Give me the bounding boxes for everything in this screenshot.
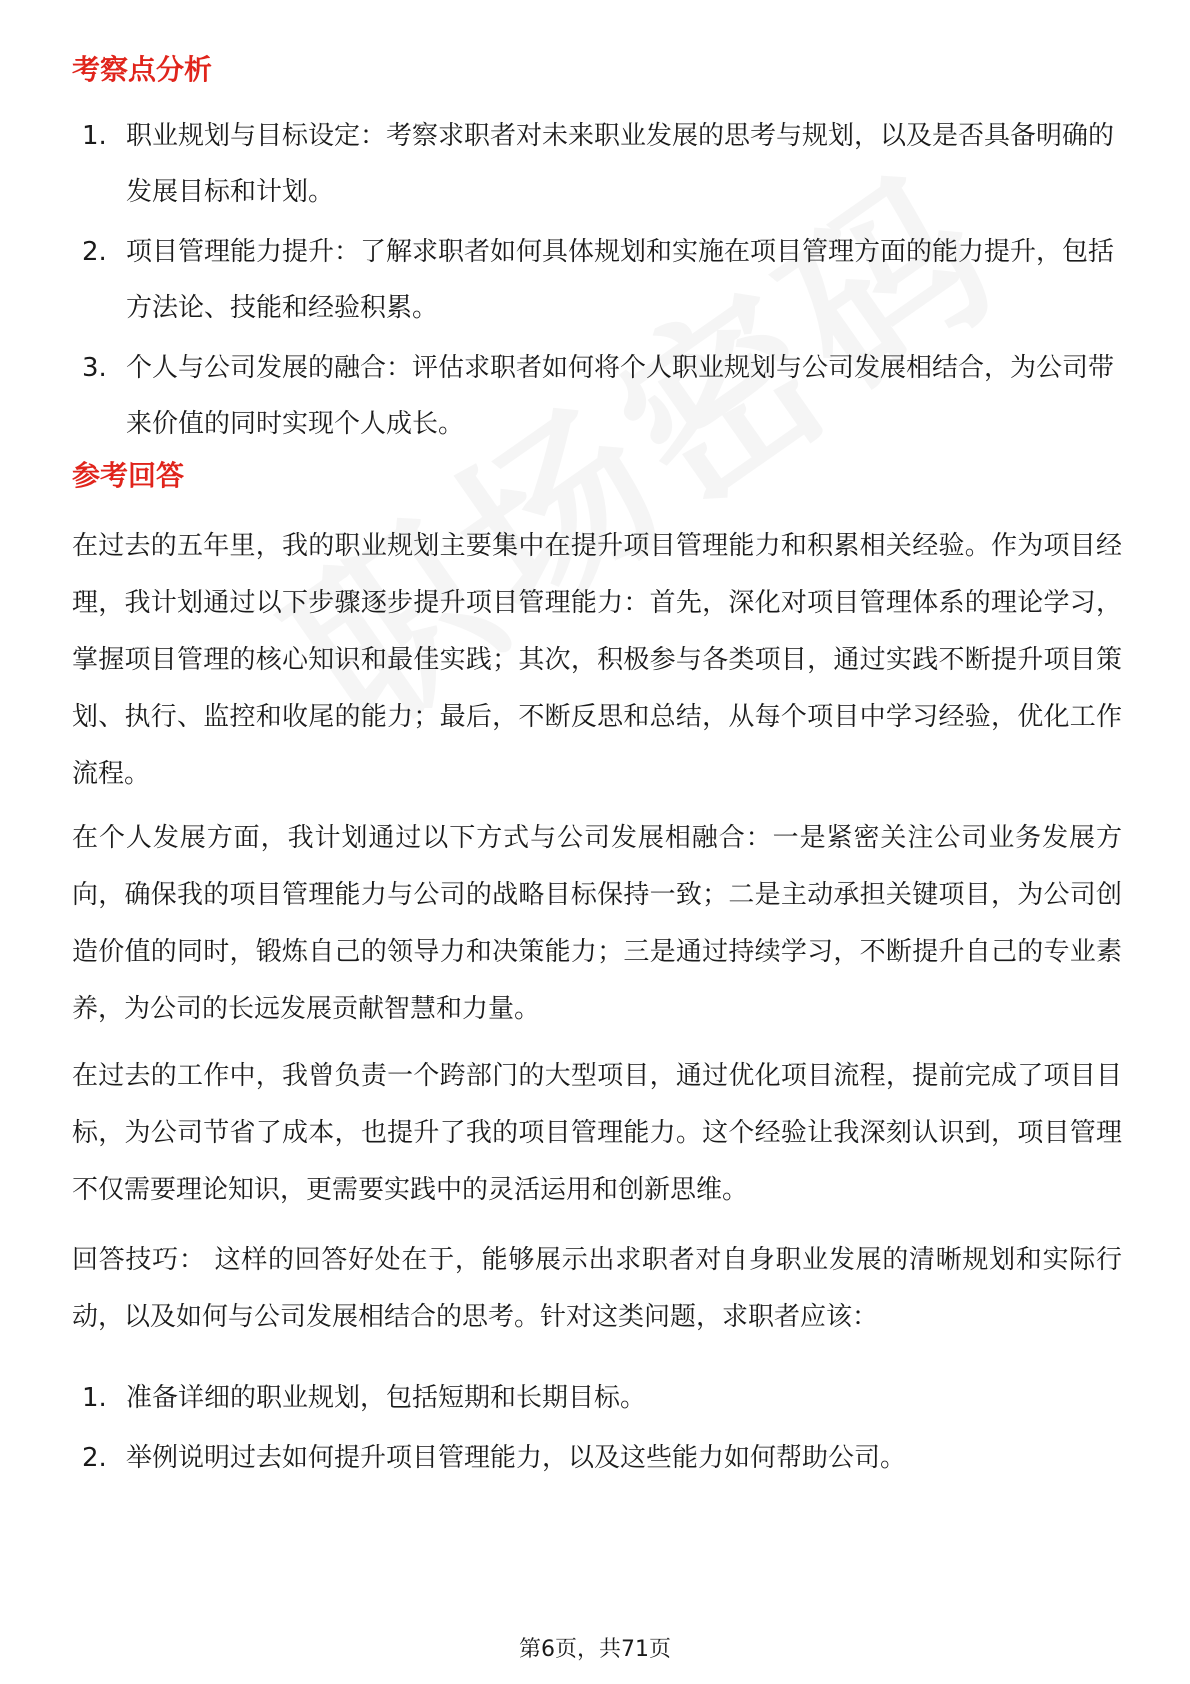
- list-item-number: 2.: [82, 237, 107, 267]
- list-item-number: 3.: [82, 353, 107, 383]
- list-item-text: 举例说明过去如何提升项目管理能力，以及这些能力如何帮助公司。: [126, 1443, 907, 1473]
- page-footer: 第6页，共71页: [519, 1637, 671, 1662]
- list-item: [82, 340, 1122, 452]
- list-item: [82, 108, 1122, 220]
- section-title-reference-answer: 参考回答: [72, 459, 185, 492]
- list-item-text: 个人与公司发展的融合：评估求职者如何将个人职业规划与公司发展相结合，为公司带来价值的同时实现个人成长。: [126, 353, 1115, 439]
- answer-paragraph-2: 在个人发展方面，我计划通过以下方式与公司发展相融合：一是紧密关注公司业务发展方向，确保我的项目管理能力与公司的战略目标保持一致；二是主动承担关键项目，为公司创造价值的同时，锻炼自己的领导力和决策能力；三是通过持续学习，不断提升自己的专业素养，为公司的长远发展贡献智慧和力量。: [72, 823, 1122, 1024]
- list-item-number: 2.: [82, 1443, 107, 1473]
- answer-paragraph-3: 在过去的工作中，我曾负责一个跨部门的大型项目，通过优化项目流程，提前完成了项目目标，为公司节省了成本，也提升了我的项目管理能力。这个经验让我深刻认识到，项目管理不仅需要理论知识，更需要实践中的灵活运用和创新思维。: [72, 1061, 1122, 1205]
- answer-paragraph-1: 在过去的五年里，我的职业规划主要集中在提升项目管理能力和积累相关经验。作为项目经理，我计划通过以下步骤逐步提升项目管理能力：首先，深化对项目管理体系的理论学习，掌握项目管理的核心知识和最佳实践；其次，积极参与各类项目，通过实践不断提升项目策划、执行、监控和收尾的能力；最后，不断反思和总结，从每个项目中学习经验，优化工作流程。: [72, 531, 1122, 789]
- list-item-number: 1.: [82, 121, 107, 151]
- answer-tips-paragraph: 回答技巧： 这样的回答好处在于，能够展示出求职者对自身职业发展的清晰规划和实际行动，以及如何与公司发展相结合的思考。针对这类问题，求职者应该：: [72, 1245, 1122, 1332]
- analysis-list: [82, 108, 1122, 456]
- section-title-analysis: 考察点分析: [72, 53, 213, 86]
- list-item: [82, 1430, 1122, 1486]
- list-item: [82, 224, 1122, 336]
- list-item-number: 1.: [82, 1383, 107, 1413]
- list-item-text: 准备详细的职业规划，包括短期和长期目标。: [126, 1383, 647, 1413]
- list-item-text: 职业规划与目标设定：考察求职者对未来职业发展的思考与规划，以及是否具备明确的发展目标和计划。: [126, 121, 1115, 207]
- list-item: [82, 1370, 1122, 1426]
- tips-list: [82, 1370, 1122, 1490]
- list-item-text: 项目管理能力提升：了解求职者如何具体规划和实施在项目管理方面的能力提升，包括方法论、技能和经验积累。: [126, 237, 1115, 323]
